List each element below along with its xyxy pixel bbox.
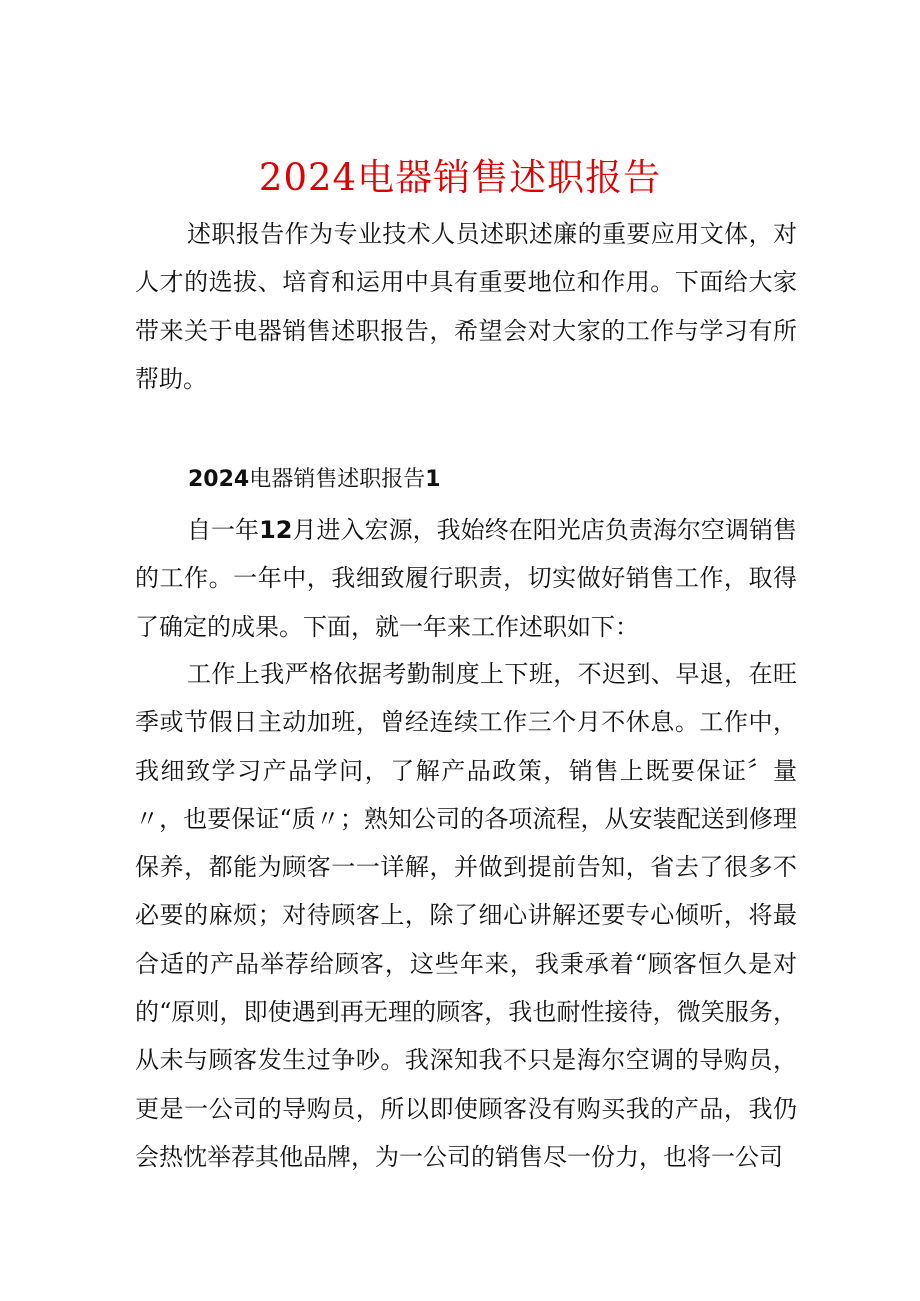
section-heading-year: 2024 xyxy=(188,467,250,492)
section-heading-text: 电器销售述职报告 xyxy=(249,467,426,492)
p1-before: 自一年 xyxy=(187,516,260,544)
p1-after: 月进入宏源，我始终在阳光店负责海尔空调销售的工作。一年中，我细致履行职责，切实做好销售工作，取得了确定的成果。下面，就一年来工作述职如下： xyxy=(135,516,798,641)
section-heading xyxy=(188,458,441,502)
p1-month: 12 xyxy=(259,516,293,544)
intro-paragraph: 述职报告作为专业技术人员述职述廉的重要应用文体，对人才的选拔、培育和运用中具有重要地位和作用。下面给大家带来关于电器销售述职报告，希望会对大家的工作与学习有所帮助。 xyxy=(135,220,797,393)
body-paragraph-1 xyxy=(135,506,797,651)
section-heading-number: 1 xyxy=(425,467,441,492)
document-title: 2024电器销售述职报告 xyxy=(258,156,662,199)
body-paragraph-2: 工作上我严格依据考勤制度上下班，不迟到、早退，在旺季或节假日主动加班，曾经连续工作三个月不休息。工作中，我细致学习产品学问，了解产品政策，销售上既要保证〞量〃，也要保证“质〃；熟知公司的各项流程，从安装配送到修理保养，都能为顾客一一详解，并做到提前告知，省去了很多不必要的麻烦；对待顾客上，除了细心讲解还要专心倾听，将最合适的产品举荐给顾客，这些年来，我秉承着“顾客恒久是对的“原则，即使遇到再无理的顾客，我也耐性接待，微笑服务，从未与顾客发生过争吵。我深知我不只是海尔空调的导购员，更是一公司的导购员，所以即使顾客没有购买我的产品，我仍会热忱举荐其他品牌，为一公司的销售尽一份力，也将一公司 xyxy=(135,660,797,1171)
